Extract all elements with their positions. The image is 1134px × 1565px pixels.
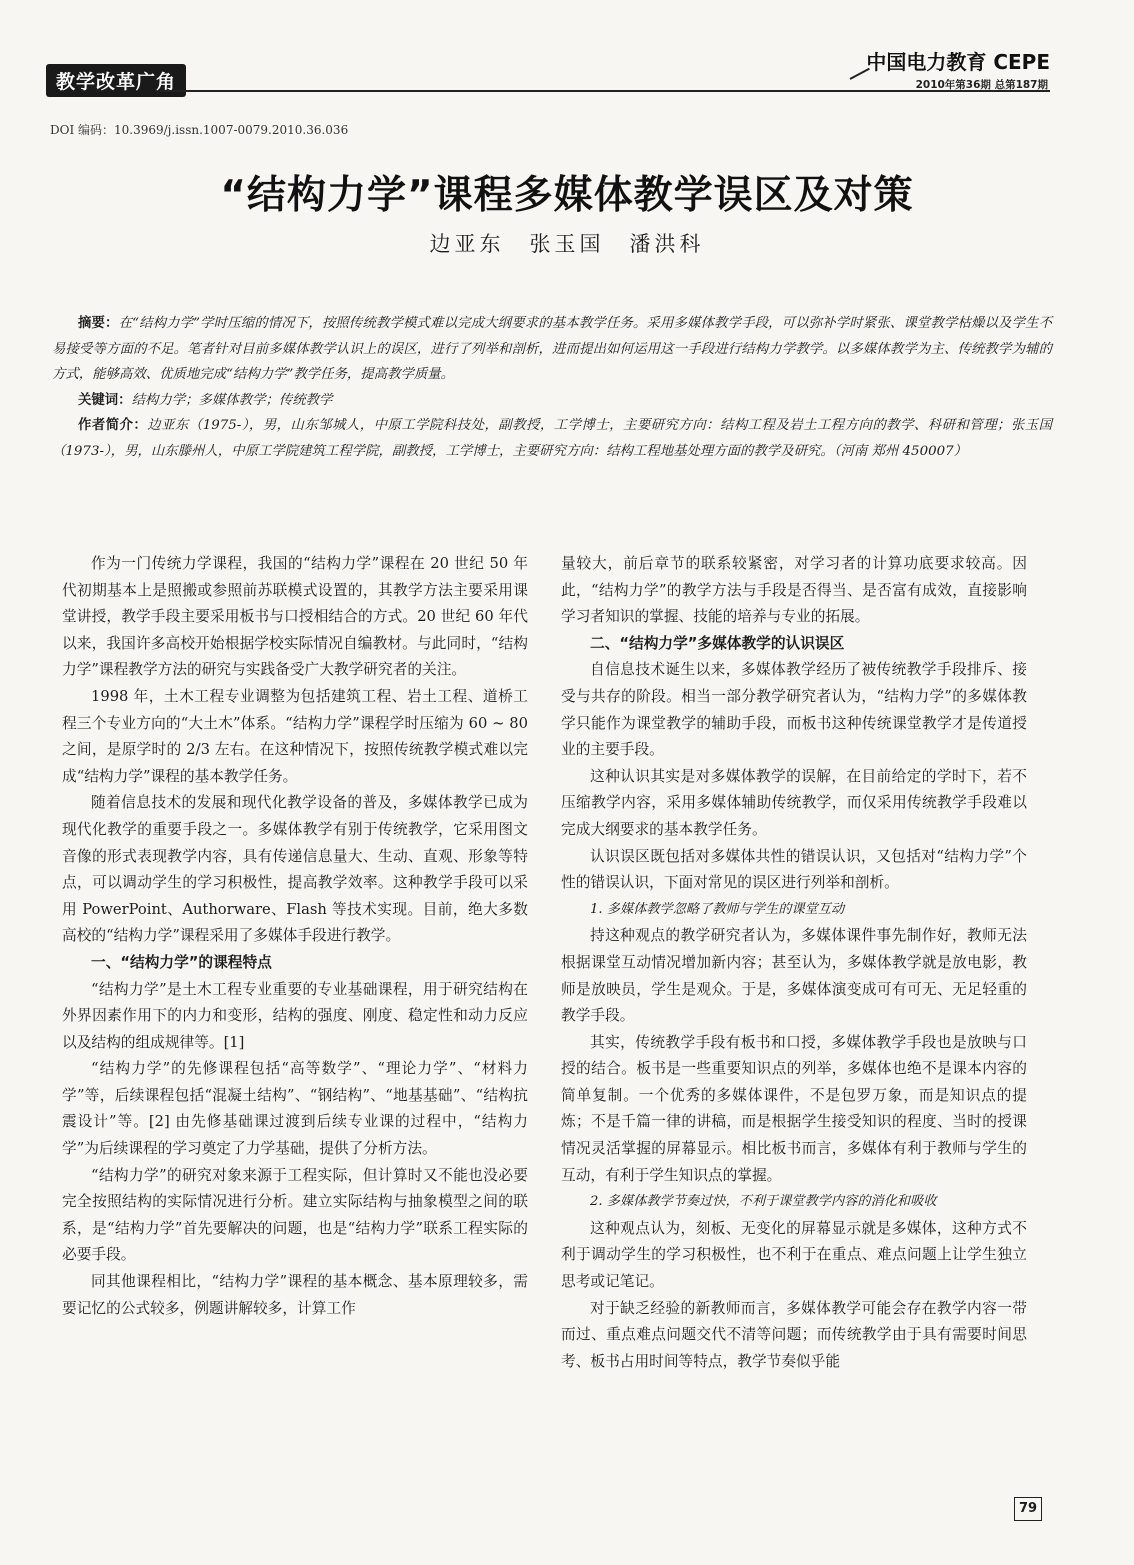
paragraph: 其实，传统教学手段有板书和口授，多媒体教学手段也是放映与口授的结合。板书是一些重要知识点的列举，多媒体也绝不是课本内容的简单复制。一个优秀的多媒体课件，不是包罗万象，而是知识点的提炼；不是千篇一律的讲稿，而是根据学生接受知识的程度、当时的授课情况灵活掌握的屏幕显示。相比板书而言，多媒体有利于教师与学生的互动，有利于学生知识点的掌握。	[561, 1033, 1027, 1184]
paragraph: 1998 年，土木工程专业调整为包括建筑工程、岩土工程、道桥工程三个专业方向的“大土木”体系。“结构力学”课程学时压缩为 60 ~ 80 之间，是原学时的 2/3 左右。在这种情况下，按照传统教学模式难以完成“结构力学”课程的基本教学任务。	[62, 687, 528, 785]
paragraph: 随着信息技术的发展和现代化教学设备的普及，多媒体教学已成为现代化教学的重要手段之一。多媒体教学有别于传统教学，它采用图文音像的形式表现教学内容，具有传递信息量大、生动、直观、形象等特点，可以调动学生的学习积极性，提高教学效率。这种教学手段可以采用 PowerPoint、Authorware、Flash 等技术实现。目前，绝大多数高校的“结构力学”课程采用了多媒体手段进行教学。	[62, 794, 528, 945]
page-number: 79	[1014, 1497, 1042, 1521]
section-heading: 二、“结构力学”多媒体教学的认识误区	[590, 634, 845, 652]
paragraph: 量较大，前后章节的联系较紧密，对学习者的计算功底要求较高。因此，“结构力学”的教学方法与手段是否得当、是否富有成效，直接影响学习者知识的掌握、技能的培养与专业的拓展。	[561, 555, 1027, 626]
doi: DOI 编码：10.3969/j.issn.1007-0079.2010.36.036	[50, 123, 349, 137]
subsection-heading: 2. 多媒体教学节奏过快，不利于课堂教学内容的消化和吸收	[590, 1194, 937, 1210]
body-column-left	[62, 551, 528, 1322]
paragraph: “结构力学”的研究对象来源于工程实际，但计算时又不能也没必要完全按照结构的实际情况进行分析。建立实际结构与抽象模型之间的联系，是“结构力学”首先要解决的问题，也是“结构力学”联系工程实际的必要手段。	[62, 1166, 528, 1264]
paragraph: 自信息技术诞生以来，多媒体教学经历了被传统教学手段排斥、接受与共存的阶段。相当一部分教学研究者认为，“结构力学”的多媒体教学只能作为课堂教学的辅助手段，而板书这种传统课堂教学才是传道授业的主要手段。	[561, 661, 1027, 759]
paragraph: 作为一门传统力学课程，我国的“结构力学”课程在 20 世纪 50 年代初期基本上是照搬或参照前苏联模式设置的，其教学方法主要采用课堂讲授，教学手段主要采用板书与口授相结合的方式。20 世纪 60 年代以来，我国许多高校开始根据学校实际情况自编教材。与此同时，“结构力学”课程教学方法的研究与实践备受广大教学研究者的关注。	[62, 555, 528, 679]
author-bio-text: 边亚东（1975-），男，山东邹城人，中原工学院科技处，副教授，工学博士，主要研究方向：结构工程及岩土工程方向的教学、科研和管理；张玉国（1973-），男，山东滕州人，中原工学院建筑工程学院，副教授，工学博士，主要研究方向：结构工程地基处理方面的教学及研究。（河南 郑州 450007）	[52, 418, 1053, 459]
keywords	[52, 388, 1052, 414]
author-bio	[52, 413, 1052, 464]
keywords-label: 关键词：	[78, 392, 132, 408]
paragraph: 这种认识其实是对多媒体教学的误解，在目前给定的学时下，若不压缩教学内容，采用多媒体辅助传统教学，而仅采用传统教学手段难以完成大纲要求的基本教学任务。	[561, 767, 1027, 838]
paragraph: 认识误区既包括对多媒体共性的错误认识，又包括对“结构力学”个性的错误认识，下面对常见的误区进行列举和剖析。	[561, 847, 1027, 892]
author-bio-label: 作者简介：	[78, 418, 148, 434]
body-column-right	[561, 551, 1027, 1375]
article-title: “结构力学”课程多媒体教学误区及对策	[220, 173, 914, 218]
abstract-label: 摘要：	[78, 316, 119, 331]
column-badge: 教学改革广角	[46, 64, 186, 97]
paragraph: 这种观点认为，刻板、无变化的屏幕显示就是多媒体，这种方式不利于调动学生的学习积极性，也不利于在重点、难点问题上让学生独立思考或记笔记。	[561, 1219, 1027, 1291]
paragraph: “结构力学”的先修课程包括“高等数学”、“理论力学”、“材料力学”等，后续课程包括“混凝土结构”、“钢结构”、“地基基础”、“结构抗震设计”等。[2] 由先修基础课过渡到后续专业课的过程中，“结构力学”为后续课程的学习奠定了力学基础，提供了分析方法。	[62, 1060, 528, 1158]
keywords-text: 结构力学；多媒体教学；传统教学	[131, 392, 333, 408]
abstract	[52, 311, 1052, 388]
section-heading: 一、“结构力学”的课程特点	[91, 953, 272, 971]
issue-info: 2010年第36期 总第187期	[915, 79, 1048, 91]
paragraph: 对于缺乏经验的新教师而言，多媒体教学可能会存在教学内容一带而过、重点难点问题交代不清等问题；而传统教学由于具有需要时间思考、板书占用时间等特点，教学节奏似乎能	[561, 1299, 1027, 1370]
authors: 边亚东 张玉国 潘洪科	[429, 232, 705, 256]
journal-name: 中国电力教育 CEPE	[866, 50, 1050, 74]
abstract-block	[52, 311, 1052, 465]
abstract-text: 在“结构力学”学时压缩的情况下，按照传统教学模式难以完成大纲要求的基本教学任务。采用多媒体教学手段，可以弥补学时紧张、课堂教学枯燥以及学生不易接受等方面的不足。笔者针对目前多媒体教学认识上的误区，进行了列举和剖析，进而提出如何运用这一手段进行结构力学教学。以多媒体教学为主、传统教学为辅的方式，能够高效、优质地完成“结构力学”教学任务，提高教学质量。	[52, 316, 1053, 383]
paragraph: 同其他课程相比，“结构力学”课程的基本概念、基本原理较多，需要记忆的公式较多，例题讲解较多，计算工作	[62, 1273, 528, 1317]
paragraph: “结构力学”是土木工程专业重要的专业基础课程，用于研究结构在外界因素作用下的内力和变形，结构的强度、刚度、稳定性和动力反应以及结构的组成规律等。[1]	[62, 980, 528, 1051]
subsection-heading: 1. 多媒体教学忽略了教师与学生的课堂互动	[590, 901, 845, 917]
paragraph: 持这种观点的教学研究者认为，多媒体课件事先制作好，教师无法根据课堂互动情况增加新内容；甚至认为，多媒体教学就是放电影，教师是放映员，学生是观众。于是，多媒体演变成可有可无、无足轻重的教学手段。	[561, 927, 1027, 1025]
